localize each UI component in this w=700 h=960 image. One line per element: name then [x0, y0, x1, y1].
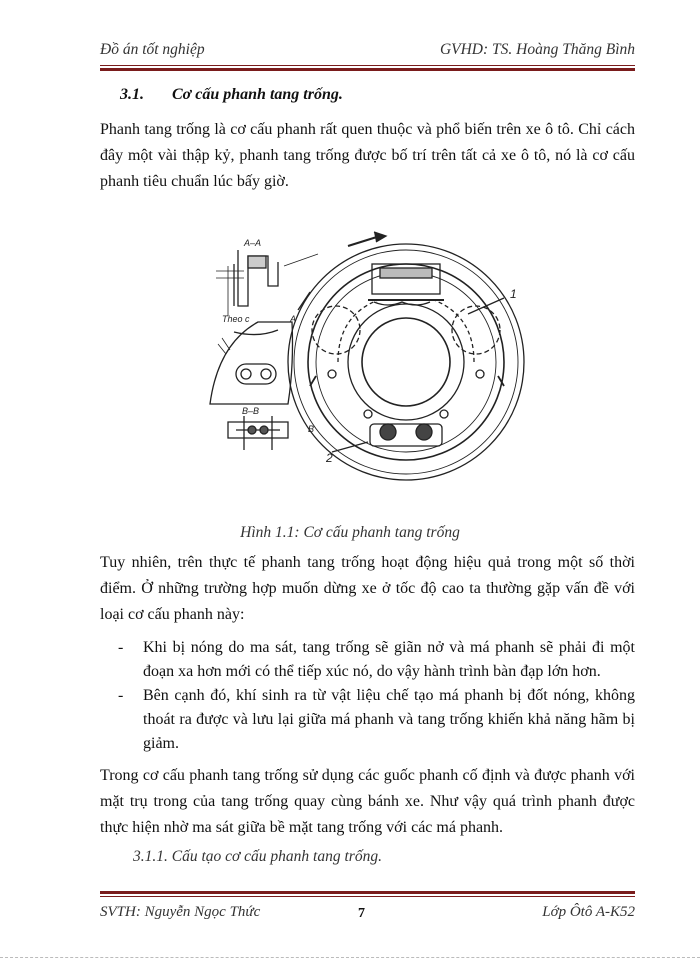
drawbacks-paragraph: Tuy nhiên, trên thực tế phanh tang trống hoạt động hiệu quả trong một số thời điểm. Ở những trường hợp muốn dừng xe ở tốc độ cao ta thường gặp vấn đề với loại cơ cấu phanh này: — [100, 554, 635, 623]
label-section-aa: A–A — [244, 238, 262, 248]
page-number: 7 — [358, 906, 365, 921]
list-item-text: Khi bị nóng do ma sát, tang trống sẽ giãn nở và má phanh sẽ phải đi một đoạn xa hơn mới có thể tiếp xúc nó, do vậy hành trình bàn đạp lớn hơn. — [143, 639, 635, 680]
page-header — [100, 41, 635, 63]
footer-class: Lớp Ôtô A-K52 — [542, 904, 635, 920]
hub-ring — [348, 304, 464, 420]
footer-student: SVTH: Nguyễn Ngọc Thức — [100, 904, 261, 920]
brake-drum-outer — [288, 244, 524, 480]
drawbacks-list — [118, 636, 635, 756]
callout-1: 1 — [510, 287, 517, 301]
header-thesis-label: Đồ án tốt nghiệp — [100, 41, 205, 58]
page-edge — [0, 957, 700, 958]
structure-paragraph: Trong cơ cấu phanh tang trống sử dụng các guốc phanh cố định và được phanh với mặt trụ trong của tang trống quay cùng bánh xe. Như vậy quá trình phanh được thực hiện nhờ ma sát giữa bề mặt tang trống với các má phanh. — [100, 767, 635, 836]
figure-caption: Hình 1.1: Cơ cấu phanh tang trống — [240, 524, 460, 541]
footer-rule-thick — [100, 891, 635, 894]
list-item-text: Bên cạnh đó, khí sinh ra từ vật liệu chế tạo má phanh bị đốt nóng, không thoát ra được và lưu lại giữa má phanh và tang trống khiến khả năng hãm bị giảm. — [143, 687, 635, 752]
label-section-bb: B–B — [242, 406, 260, 416]
bullet-marker: - — [118, 687, 124, 704]
drum-brake-figure — [198, 226, 538, 488]
section-number: 3.1. — [120, 86, 144, 103]
mark-a: A — [290, 314, 297, 324]
callout-2: 2 — [326, 451, 333, 465]
header-rule-thick — [100, 68, 635, 71]
list-item — [118, 684, 635, 756]
mark-b: B — [308, 424, 315, 434]
bullet-marker: - — [118, 639, 124, 656]
subsection-heading: 3.1.1. Cấu tạo cơ cấu phanh tang trống. — [133, 848, 382, 865]
list-item — [118, 636, 635, 684]
header-advisor: GVHD: TS. Hoàng Thăng Bình — [439, 41, 635, 58]
section-title: Cơ cấu phanh tang trống. — [172, 86, 343, 103]
footer-rule — [100, 896, 635, 897]
section-heading — [120, 86, 343, 104]
header-rule — [100, 65, 635, 66]
page-footer — [100, 904, 635, 926]
intro-paragraph: Phanh tang trống là cơ cấu phanh rất quen thuộc và phổ biến trên xe ô tô. Chỉ cách đây một vài thập kỷ, phanh tang trống được bố trí trên tất cả xe ô tô, nó là cơ cấu phanh tiêu chuẩn lúc bấy giờ. — [100, 121, 635, 190]
hub-center — [362, 318, 450, 406]
label-view-c: Theo c — [222, 314, 250, 324]
